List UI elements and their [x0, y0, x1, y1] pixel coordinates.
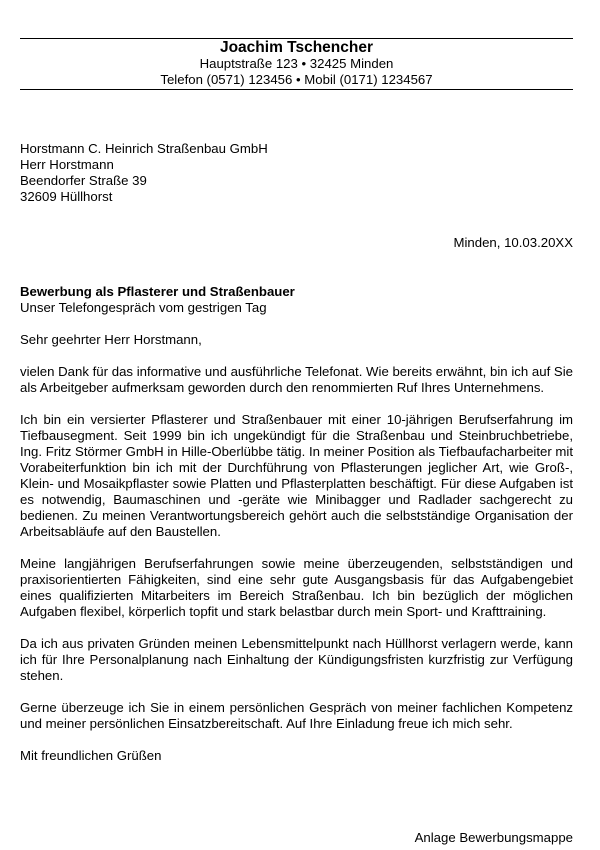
enclosure-note: Anlage Bewerbungsmappe [414, 830, 573, 845]
recipient-address-block [20, 141, 573, 205]
sender-name: Joachim Tschencher [219, 39, 374, 56]
body-paragraph-intro: vielen Dank für das informative und ausführliche Telefonat. Wie bereits erwähnt, bin ich auf Sie als Arbeitgeber aufmerksam geworden durch den renommierten Ruf Ihres Unternehmens. [20, 364, 573, 395]
recipient-person: Herr Horstmann [20, 157, 114, 172]
sender-contact: Telefon (0571) 123456 • Mobil (0171) 1234567 [160, 72, 433, 87]
body-paragraph-availability: Da ich aus privaten Gründen meinen Lebensmittelpunkt nach Hüllhorst verlagern werde, kann ich für Ihre Personalplanung nach Einhaltung der Kündigungsfristen kurzfristig zur Verfügung stehen. [20, 636, 573, 683]
letter-date: Minden, 10.03.20XX [453, 235, 573, 250]
sender-address: Hauptstraße 123 • 32425 Minden [199, 56, 394, 71]
salutation: Sehr geehrter Herr Horstmann, [20, 332, 202, 347]
closing: Mit freundlichen Grüßen [20, 748, 162, 763]
letter-body [20, 332, 573, 780]
body-paragraph-experience: Ich bin ein versierter Pflasterer und Straßenbauer mit einer 10-jährigen Berufserfahrung im Tiefbausegment. Seit 1999 bin ich ungekündigt für die Straßenbau und Steinbruchbetriebe, Ing. Fritz Störmer GmbH in Hille-Oberlübbe tätig. In meiner Position als Tiefbaufacharbeiter mit Vorabeiterfunktion bin ich mit der Durchführung von Pflasterungen jeglicher Art, wie Groß-, Klein- und Mosaikpflaster sowie Platten und Pflasterplatten beschäftigt. Für diese Aufgaben ist es notwendig, Baumaschinen und -geräte wie Minibagger und Radlader sachgerecht zu bedienen. Zu meinen Verantwortungsbereich gehört auch die selbstständige Organisation der Arbeitsabläufe auf den Baustellen. [20, 412, 573, 539]
letterhead-bottom-rule [20, 89, 573, 90]
subject-title: Bewerbung als Pflasterer und Straßenbauer [20, 284, 295, 299]
body-paragraph-skills: Meine langjährigen Berufserfahrungen sowie meine überzeugenden, selbstständigen und praxisorientierten Fähigkeiten, sind eine sehr gute Ausgangsbasis für das Aufgabengebiet eines qualifizierten Mitarbeiters im Bereich Straßenbau. Ich bin bezüglich der möglichen Aufgaben flexibel, körperlich topfit und stark belastbar durch mein Sport- und Krafttraining. [20, 556, 573, 619]
subject-reference: Unser Telefongespräch vom gestrigen Tag [20, 300, 267, 315]
recipient-company: Horstmann C. Heinrich Straßenbau GmbH [20, 141, 268, 156]
body-paragraph-interview: Gerne überzeuge ich Sie in einem persönlichen Gespräch von meiner fachlichen Kompetenz und meiner persönlichen Einsatzbereitschaft. Auf Ihre Einladung freue ich mich sehr. [20, 700, 573, 731]
subject-block [20, 284, 573, 316]
letterhead [20, 39, 573, 88]
recipient-street: Beendorfer Straße 39 [20, 173, 147, 188]
recipient-city: 32609 Hüllhorst [20, 189, 113, 204]
